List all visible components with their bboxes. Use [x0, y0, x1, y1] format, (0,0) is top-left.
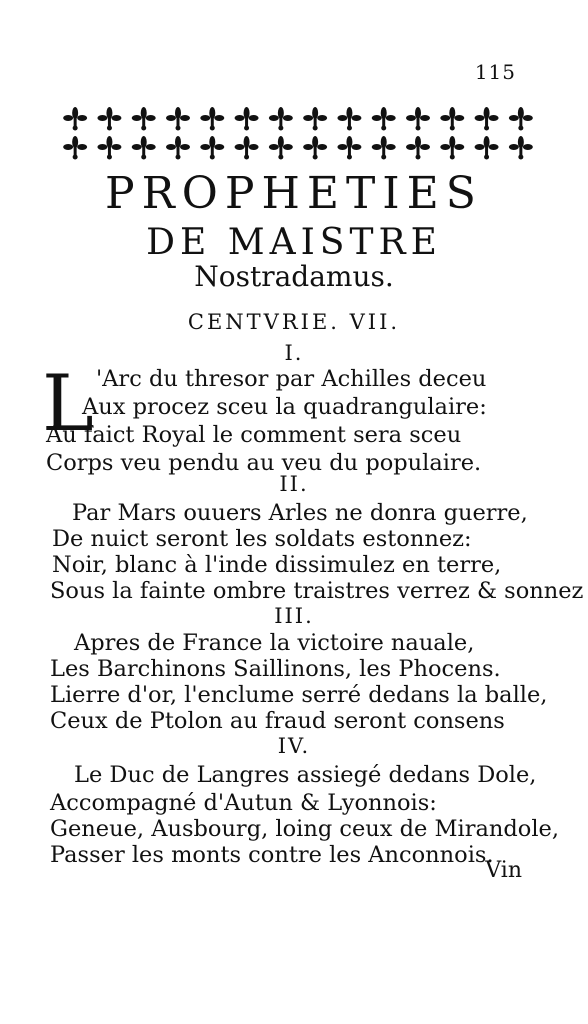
fleur-icon [200, 136, 224, 160]
fleur-icon [97, 136, 121, 160]
verse-line: De nuict seront les soldats estonnez: [52, 526, 472, 552]
quatrain-number: IV. [277, 734, 311, 758]
verse-line: 'Arc du thresor par Achilles deceu [96, 366, 487, 392]
verse-line: Corps veu pendu au veu du populaire. [46, 450, 482, 476]
fleur-icon [475, 136, 499, 160]
fleur-icon [235, 107, 259, 131]
verse-line: Aux procez sceu la quadrangulaire: [82, 394, 487, 420]
fleur-icon [475, 107, 499, 131]
fleur-icon [337, 136, 361, 160]
title-de-maistre: DE MAISTRE [146, 222, 442, 263]
drop-cap: L [42, 359, 94, 449]
fleur-icon [63, 136, 87, 160]
verse-line: Par Mars ouuers Arles ne donra guerre, [72, 500, 528, 526]
verse-line: Sous la fainte ombre traistres verrez & sonnez [50, 578, 584, 604]
verse-line: Ceux de Ptolon au fraud seront consens [50, 708, 505, 734]
fleur-icon [406, 136, 430, 160]
fleur-icon [303, 136, 327, 160]
verse-line: Apres de France la victoire nauale, [74, 630, 475, 656]
centurie-heading: CENTVRIE. VII. [187, 310, 401, 334]
verse-line: Geneue, Ausbourg, loing ceux de Mirandole, [50, 816, 560, 842]
page-number: 115 [474, 60, 516, 84]
fleur-icon [235, 136, 259, 160]
fleur-icon [337, 107, 361, 131]
verse-line: Les Barchinons Saillinons, les Phocens. [50, 656, 501, 682]
fleur-icon [166, 136, 190, 160]
fleur-icon [440, 107, 464, 131]
fleur-icon [303, 107, 327, 131]
fleur-icon [269, 136, 293, 160]
fleur-icon [406, 107, 430, 131]
fleur-icon [166, 107, 190, 131]
fleur-icon [132, 107, 156, 131]
fleur-icon [372, 107, 396, 131]
catchword: Vin [485, 858, 522, 883]
fleur-icon [200, 107, 224, 131]
verse-line: Lierre d'or, l'enclume serré dedans la balle, [50, 682, 548, 708]
title-propheties: PROPHETIES [105, 168, 483, 219]
quatrain-number: III. [274, 604, 314, 628]
fleur-icon [440, 136, 464, 160]
fleur-icon [269, 107, 293, 131]
fleur-icon [132, 136, 156, 160]
fleur-icon [97, 107, 121, 131]
fleur-icon [509, 136, 533, 160]
verse-line: Accompagné d'Autun & Lyonnois: [50, 790, 437, 816]
verse-line: Au faict Royal le comment sera sceu [46, 422, 462, 448]
fleur-de-lis-ornament-row [58, 104, 538, 162]
fleur-icon [372, 136, 396, 160]
verse-line: Noir, blanc à l'inde dissimulez en terre, [52, 552, 502, 578]
verse-line: Le Duc de Langres assiegé dedans Dole, [74, 762, 537, 788]
fleur-icon [63, 107, 87, 131]
quatrain-number: I. [284, 341, 304, 365]
fleur-icon [509, 107, 533, 131]
quatrain-number: II. [279, 472, 309, 496]
verse-line: Passer les monts contre les Anconnois. [50, 842, 494, 868]
title-nostradamus: Nostradamus. [194, 260, 394, 293]
